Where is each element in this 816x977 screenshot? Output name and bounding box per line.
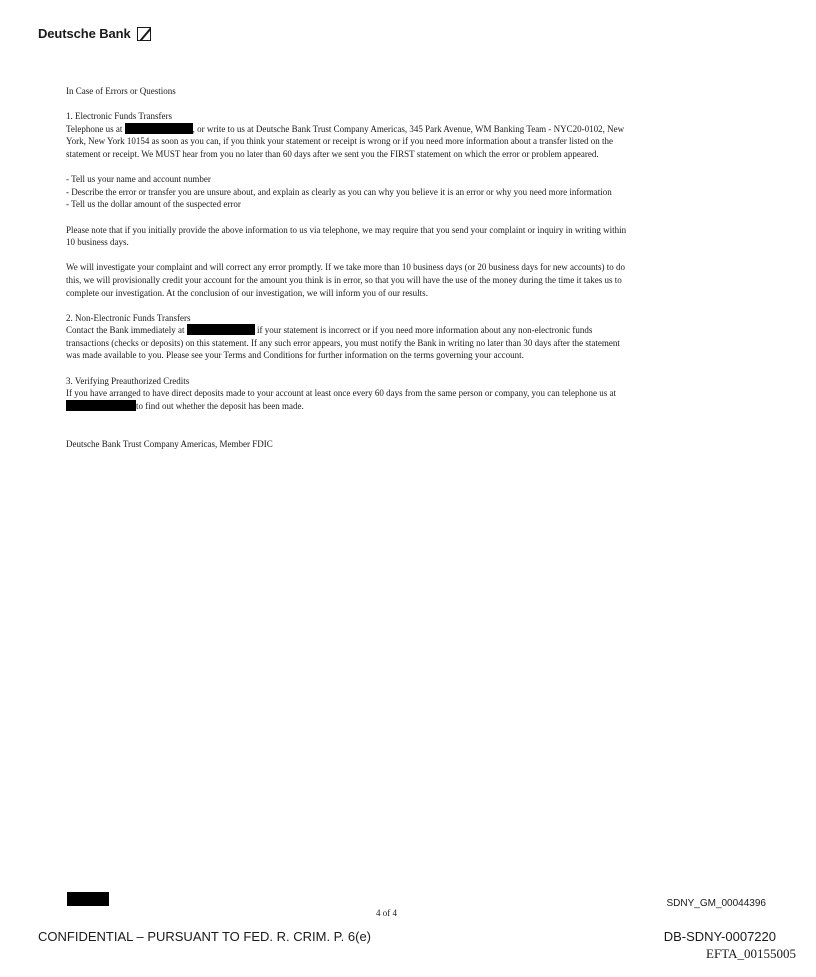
section-2-text	[66, 324, 636, 362]
bullet-describe: - Describe the error or transfer you are unsure about, and explain as clearly as you can why you believe it is an error or why you need more information	[66, 186, 612, 197]
bank-logo	[38, 26, 151, 41]
redacted-phone-1	[125, 123, 193, 134]
page-number: 4 of 4	[376, 908, 397, 918]
section-2-text-start: Contact the Bank immediately at	[66, 325, 185, 336]
phone-notice-paragraph: Please note that if you initially provide the above information to us via telephone, we may require that you send your complaint or inquiry in writing within 10 business days.	[66, 224, 627, 248]
section-1-text-start: Telephone us at	[66, 123, 123, 134]
bullet-name: - Tell us your name and account number	[66, 174, 211, 185]
redacted-phone-3	[66, 400, 136, 411]
section-3-text-end: to find out whether the deposit has been made.	[136, 400, 304, 411]
section-1-text	[66, 123, 636, 161]
bank-slash-logo-icon	[137, 27, 151, 41]
section-3-text-start: If you have arranged to have direct deposits made to your account at least once every 60 days from the same person or company, you can telephone us at	[66, 388, 616, 399]
db-bates-number: DB-SDNY-0007220	[663, 929, 776, 944]
notice-heading: In Case of Errors or Questions	[66, 86, 176, 96]
section-3-text	[66, 387, 636, 412]
member-fdic-line: Deutsche Bank Trust Company Americas, Member FDIC	[66, 438, 273, 449]
bullet-amount: - Tell us the dollar amount of the suspected error	[66, 199, 241, 210]
logo-text: Deutsche Bank	[38, 26, 131, 41]
footer-redaction	[67, 892, 109, 906]
section-2-title: 2. Non-Electronic Funds Transfers	[66, 312, 191, 323]
confidential-notice: CONFIDENTIAL – PURSUANT TO FED. R. CRIM. P. 6(e)	[38, 929, 372, 944]
redacted-phone-2	[187, 324, 255, 335]
section-2-text-end: if your statement is incorrect or if you need more information about any non-electronic funds transactions (checks or deposits) on this statement. If any such error appears, you must notify the Bank in writing no later than 30 days after the statement was made available to you. Please see your Terms and Conditions for further information on the terms governing your account.	[66, 325, 620, 361]
sdny-bates-number: SDNY_GM_00044396	[666, 898, 766, 909]
statement-notice	[66, 85, 636, 450]
efta-number: EFTA_00155005	[706, 946, 796, 961]
section-1-title: 1. Electronic Funds Transfers	[66, 111, 172, 122]
investigation-paragraph: We will investigate your complaint and will correct any error promptly. If we take more than 10 business days (or 20 business days for new accounts) to do this, we will provisionally credit your account for the amount you think is in error, so that you will have the use of the money during the time it takes us to complete our investigation. At the conclusion of our investigation, we will inform you of our results.	[66, 262, 626, 298]
section-1-text-end: , or write to us at Deutsche Bank Trust Company Americas, 345 Park Avenue, WM Banking Team - NYC20-0102, New York, New York 10154 as soon as you can, if you think your statement or receipt is wrong or if you need more information about a transfer listed on the statement or receipt. We MUST hear from you no later than 60 days after we sent you the FIRST statement on which the error or problem appeared.	[66, 123, 625, 159]
section-3-title: 3. Verifying Preauthorized Credits	[66, 375, 190, 386]
